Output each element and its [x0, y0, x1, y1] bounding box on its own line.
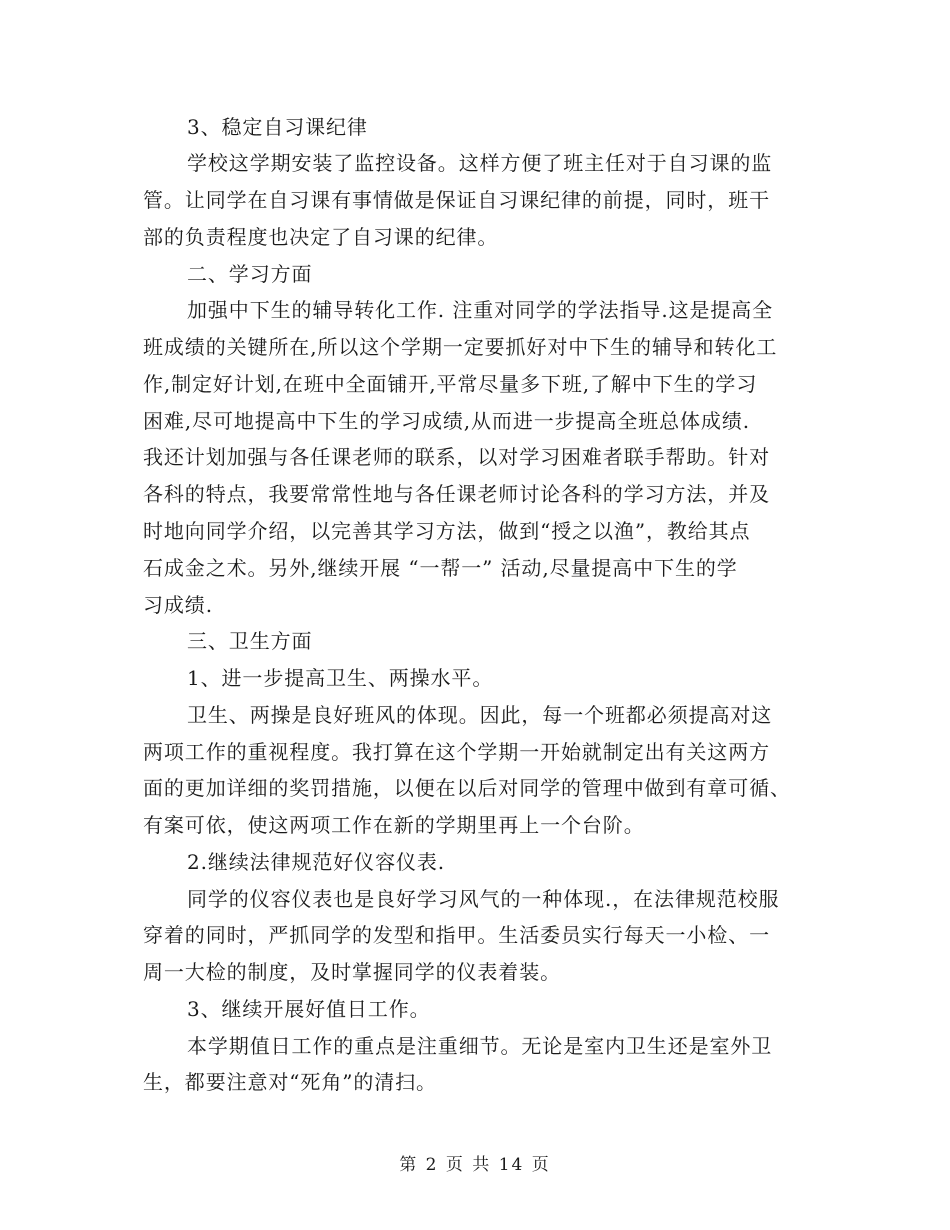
paragraph-line: 有案可依，使这两项工作在新的学期里再上一个台阶。 [143, 813, 645, 837]
paragraph-line: 班成绩的关键所在,所以这个学期一定要抓好对中下生的辅导和转化工 [143, 335, 778, 359]
paragraph-line: 本学期值日工作的重点是注重细节。无论是室内卫生还是室外卫 [187, 1034, 773, 1058]
paragraph-line: 我还计划加强与各任课老师的联系，以对学习困难者联手帮助。针对 [143, 445, 770, 469]
paragraph-line: 石成金之术。另外,继续开展 “一帮一” 活动,尽量提高中下生的学 [143, 556, 738, 580]
paragraph-line: 卫生、两操是良好班风的体现。因此，每一个班都必须提高对这 [187, 703, 773, 727]
subheading-line: 1、进一步提高卫生、两操水平。 [187, 666, 494, 690]
paragraph-line: 作,制定好计划,在班中全面铺开,平常尽量多下班,了解中下生的学习 [143, 372, 758, 396]
paragraph-line: 各科的特点，我要常常性地与各任课老师讨论各科的学习方法，并及 [143, 482, 770, 506]
paragraph-line: 管。让同学在自习课有事情做是保证自习课纪律的前提，同时，班干 [143, 188, 770, 212]
paragraph-line: 两项工作的重视程度。我打算在这个学期一开始就制定出有关这两方 [143, 740, 770, 764]
subheading-line: 3、继续开展好值日工作。 [187, 997, 431, 1021]
subheading-line: 2.继续法律规范好仪容仪表. [187, 850, 446, 874]
paragraph-line: 加强中下生的辅导转化工作. 注重对同学的学法指导.这是提高全 [187, 298, 774, 322]
paragraph-line: 习成绩. [143, 593, 213, 617]
section-heading: 二、学习方面 [187, 262, 313, 286]
paragraph-line: 困难,尽可地提高中下生的学习成绩,从而进一步提高全班总体成绩. [143, 409, 750, 433]
paragraph-line: 时地向同学介绍，以完善其学习方法，做到“授之以渔”，教给其点 [143, 519, 751, 543]
paragraph-line: 部的负责程度也决定了自习课的纪律。 [143, 225, 499, 249]
subheading-line: 3、稳定自习课纪律 [187, 115, 368, 139]
paragraph-line: 生，都要注意对“死角”的清扫。 [143, 1070, 437, 1094]
paragraph-line: 同学的仪容仪表也是良好学习风气的一种体现.，在法律规范校服 [187, 887, 780, 911]
page-number-footer: 第 2 页 共 14 页 [399, 1155, 551, 1175]
paragraph-line: 学校这学期安装了监控设备。这样方便了班主任对于自习课的监 [187, 151, 773, 175]
paragraph-line: 周一大检的制度，及时掌握同学的仪表着装。 [143, 960, 561, 984]
section-heading: 三、卫生方面 [187, 629, 313, 653]
paragraph-line: 面的更加详细的奖罚措施，以便在以后对同学的管理中做到有章可循、 [143, 776, 791, 800]
paragraph-line: 穿着的同时，严抓同学的发型和指甲。生活委员实行每天一小检、一 [143, 923, 770, 947]
